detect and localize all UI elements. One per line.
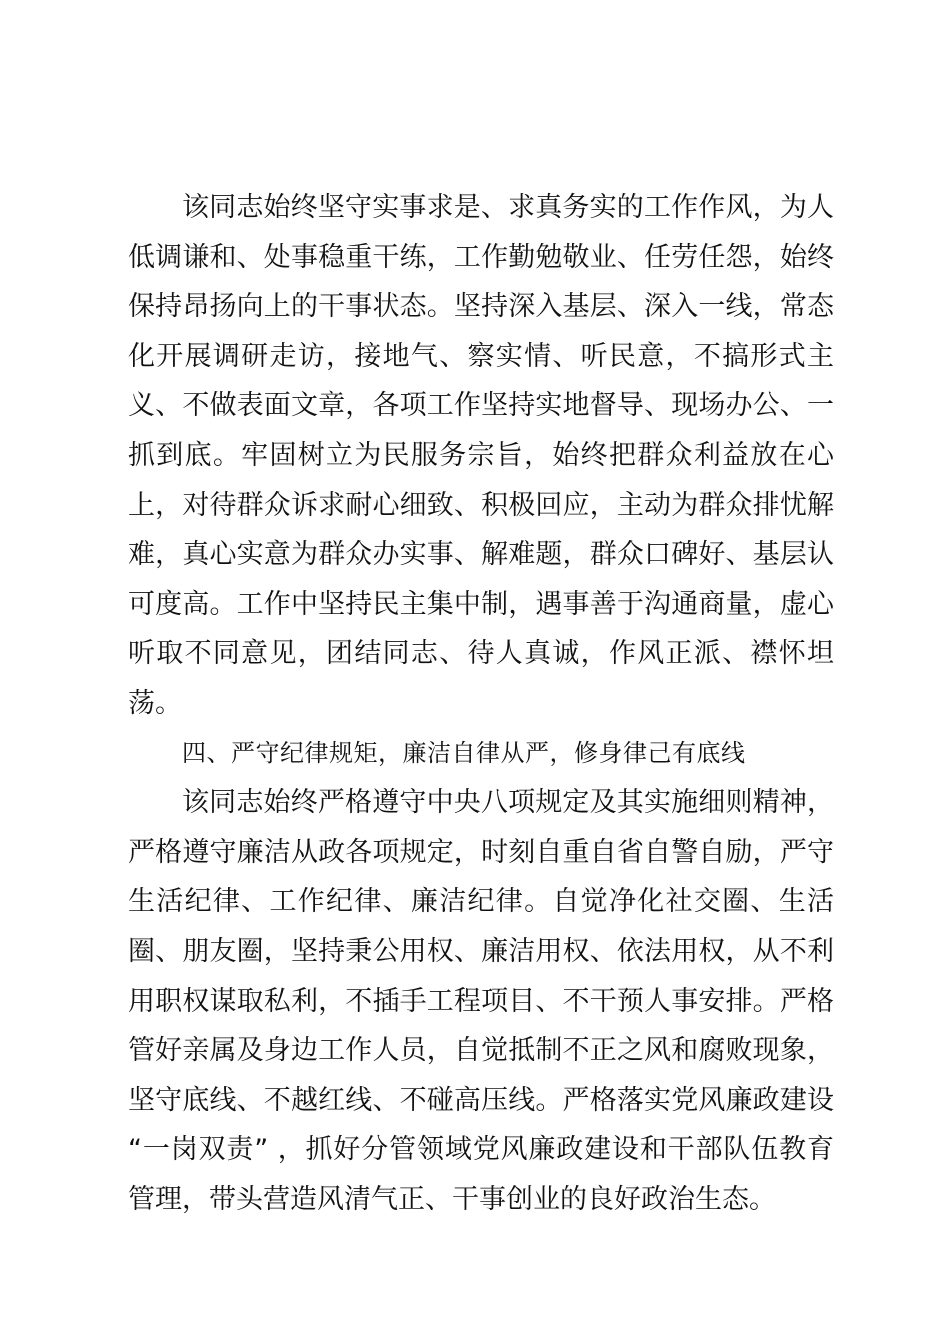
paragraph-work-style: 该同志始终坚守实事求是、求真务实的工作作风，为人低调谦和、处事稳重干练，工作勤勉敬业、任劳任怨，始终保持昂扬向上的干事状态。坚持深入基层、深入一线，常态化开展调研走访，接地气、察实情、听民意，不搞形式主义、不做表面文章，各项工作坚持实地督导、现场办公、一抓到底。牢固树立为民服务宗旨，始终把群众利益放在心上，对待群众诉求耐心细致、积极回应，主动为群众排忧解难，真心实意为群众办实事、解难题，群众口碑好、基层认可度高。工作中坚持民主集中制，遇事善于沟通商量，虚心听取不同意见，团结同志、待人真诚，作风正派、襟怀坦荡。: [128, 192, 834, 719]
section-heading-discipline: 四、严守纪律规矩，廉洁自律从严，修身律己有底线: [182, 738, 746, 767]
document-body: [128, 183, 834, 1224]
paragraph-integrity: 该同志始终严格遵守中央八项规定及其实施细则精神，严格遵守廉洁从政各项规定，时刻自重自省自警自励，严守生活纪律、工作纪律、廉洁纪律。自觉净化社交圈、生活圈、朋友圈，坚持秉公用权、廉洁用权、依法用权，从不利用职权谋取私利，不插手工程项目、不干预人事安排。严格管好亲属及身边工作人员，自觉抵制不正之风和腐败现象，坚守底线、不越红线、不碰高压线。严格落实党风廉政建设 “一岗双责” ，抓好分管领域党风廉政建设和干部队伍教育管理，带头营造风清气正、干事创业的良好政治生态。: [128, 787, 834, 1215]
